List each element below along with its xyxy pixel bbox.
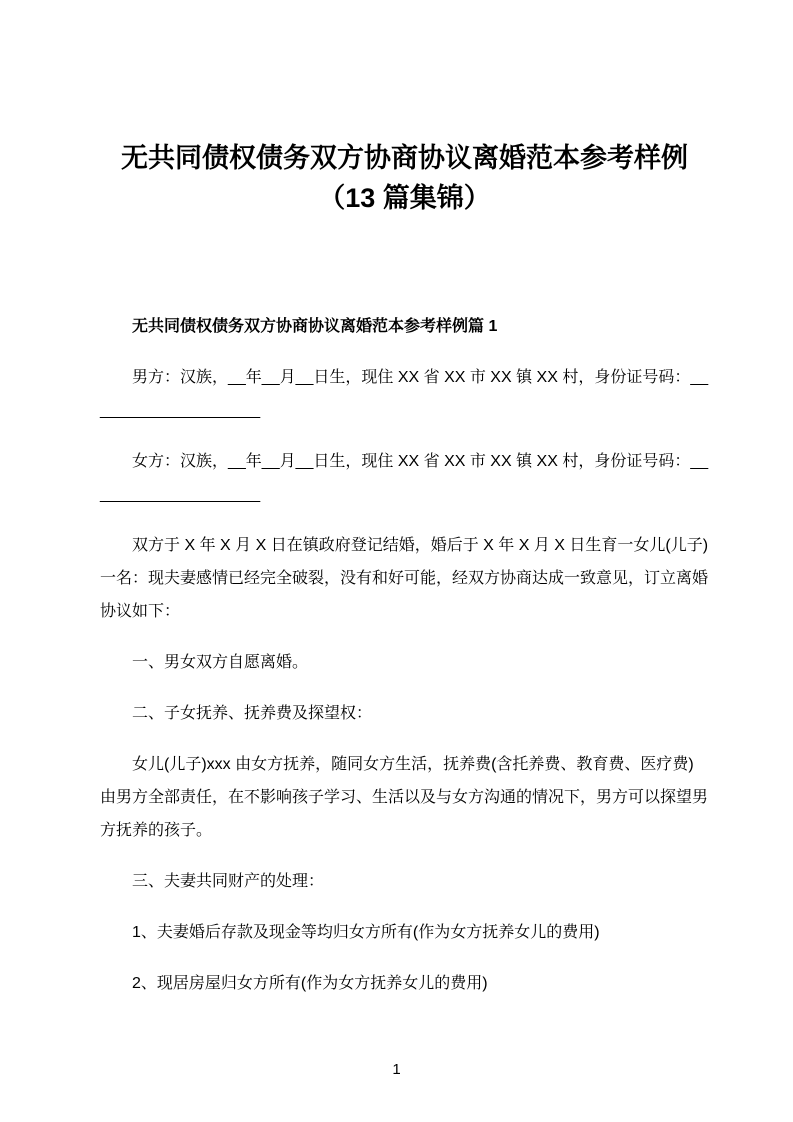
page-number: 1: [392, 1061, 401, 1078]
paragraph-custody-detail: 女儿(儿子)xxx 由女方抚养，随同女方生活，抚养费(含托养费、教育费、医疗费)由男方全部责任，在不影响孩子学习、生活以及与女方沟通的情况下，男方可以探望男方抚养的孩子。: [100, 756, 709, 839]
paragraph-marriage-intro: 双方于 X 年 X 月 X 日在镇政府登记结婚，婚后于 X 年 X 月 X 日生育一女儿(儿子)一名：现夫妻感情已经完全破裂，没有和好可能，经双方协商达成一致意见，订立离婚协议如下：: [100, 537, 709, 620]
paragraph-clause-three: 三、夫妻共同财产的处理：: [132, 873, 325, 890]
document-title: 无共同债权债务双方协商协议离婚范本参考样例（13 篇集锦）: [121, 143, 688, 213]
paragraph-male-party: 男方：汉族，__年__月__日生，现住 XX 省 XX 市 XX 镇 XX 村，身份证号码：____________________: [100, 369, 709, 419]
paragraph-clause-two: 二、子女抚养、抚养费及探望权：: [132, 705, 373, 722]
paragraph-property-item-2: 2、现居房屋归女方所有(作为女方抚养女儿的费用): [132, 975, 488, 992]
paragraph-female-party: 女方：汉族，__年__月__日生，现住 XX 省 XX 市 XX 镇 XX 村，身份证号码：____________________: [100, 453, 709, 503]
paragraph-property-item-1: 1、夫妻婚后存款及现金等均归女方所有(作为女方抚养女儿的费用): [132, 924, 600, 941]
section-heading: 无共同债权债务双方协商协议离婚范本参考样例篇 1: [132, 318, 498, 335]
paragraph-clause-one: 一、男女双方自愿离婚。: [132, 654, 309, 671]
